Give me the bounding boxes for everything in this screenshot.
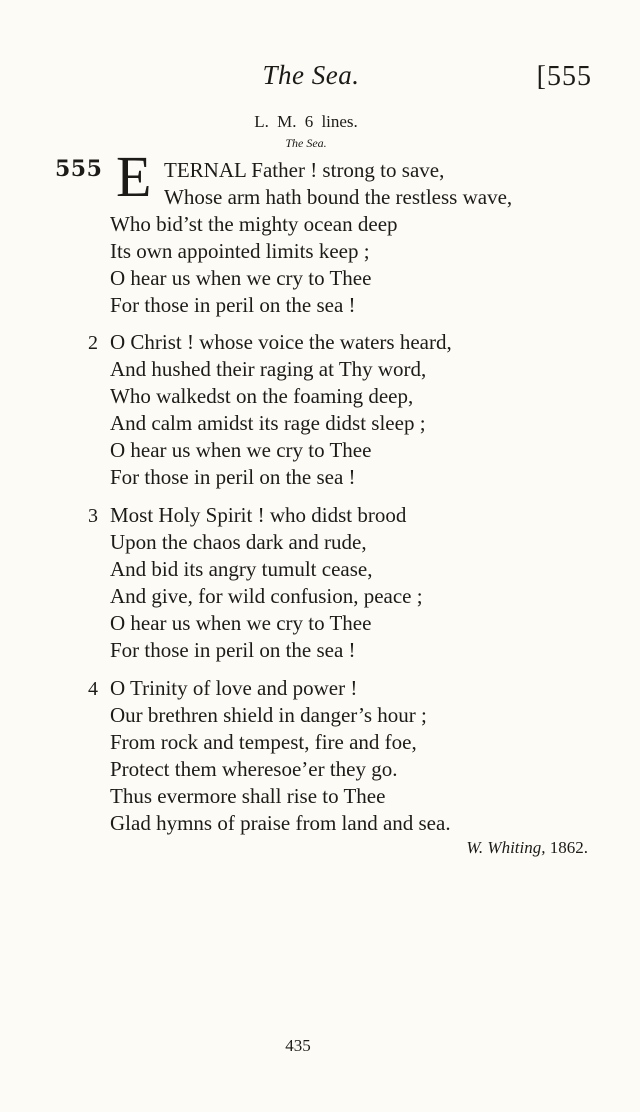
verse-line: Glad hymns of praise from land and sea. [110,811,451,835]
hymn-number: 555 [55,156,103,182]
tune-name: The Sea. [285,136,327,150]
verse-line: Our brethren shield in danger’s hour ; [110,703,427,727]
verse-line: And bid its angry tumult cease, [110,557,373,581]
drop-cap: E [116,144,152,209]
verse-line: O hear us when we cry to Thee [110,438,372,462]
verse-line: And calm amidst its rage didst sleep ; [110,411,426,435]
verse-line: Who bid’st the mighty ocean deep [110,212,398,236]
attribution [466,838,588,858]
verse-line: For those in peril on the sea ! [110,293,356,317]
running-title: The Sea. [262,60,360,90]
author-name: W. Whiting, [466,838,546,857]
verse-line: TERNAL Father ! strong to save, [164,158,445,182]
verse-line: Upon the chaos dark and rude, [110,530,367,554]
verse-line: And hushed their raging at Thy word, [110,357,427,381]
verse-line: O hear us when we cry to Thee [110,611,372,635]
verse-line: For those in peril on the sea ! [110,465,356,489]
verse-number: 3 [88,505,98,527]
verse-line: From rock and tempest, fire and foe, [110,730,417,754]
verse-line: Whose arm hath bound the restless wave, [164,185,513,209]
running-hymn-number: [555 [536,61,592,92]
verse-line: Who walkedst on the foaming deep, [110,384,414,408]
verse-line: Its own appointed limits keep ; [110,239,370,263]
verse-line: For those in peril on the sea ! [110,638,356,662]
page-number: 435 [285,1036,311,1055]
meter-line: L. M. 6 lines. [254,112,358,131]
verse-line: Protect them wheresoe’er they go. [110,757,398,781]
verse-line: Thus evermore shall rise to Thee [110,784,386,808]
attribution-year: 1862. [549,838,588,857]
verse-number: 4 [88,678,98,700]
verse-number: 2 [88,332,98,354]
verse-line: Most Holy Spirit ! who didst brood [110,503,407,527]
verse-line: O hear us when we cry to Thee [110,266,372,290]
verse-line: And give, for wild confusion, peace ; [110,584,423,608]
verse-line: O Christ ! whose voice the waters heard, [110,330,452,354]
verse-line: O Trinity of love and power ! [110,676,358,700]
